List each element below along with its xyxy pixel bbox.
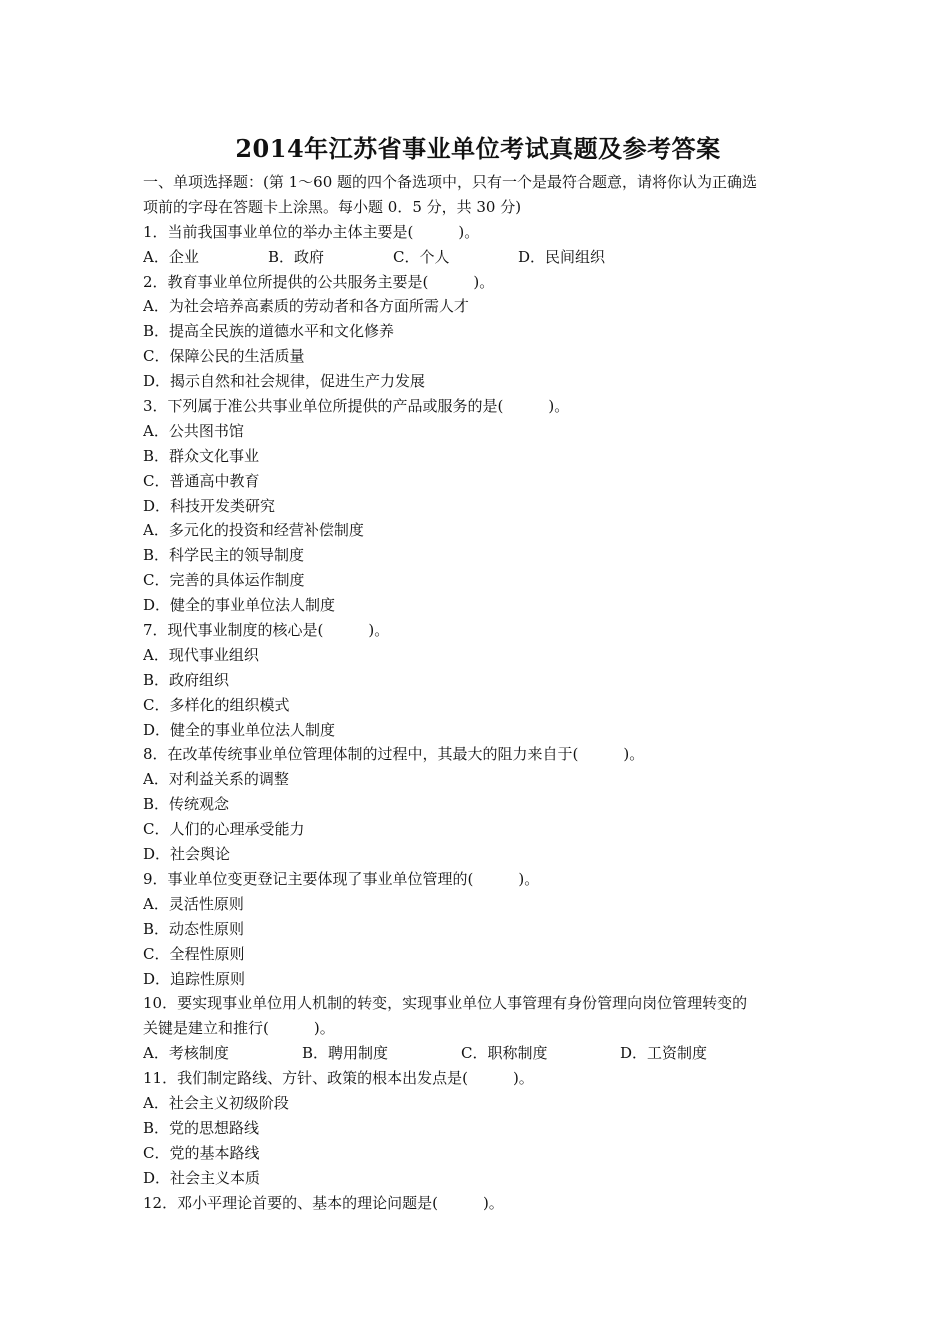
option-d: D．健全的事业单位法人制度 — [143, 720, 336, 739]
question-stem: 1．当前我国事业单位的举办主体主要是( )。 — [143, 222, 480, 241]
option-d: D．揭示自然和社会规律，促进生产力发展 — [143, 372, 426, 391]
option-row — [143, 245, 813, 270]
option-b: B．政府 — [268, 247, 325, 266]
intro-line: 项前的字母在答题卡上涂黑。每小题 0．5 分，共 30 分) — [143, 197, 522, 216]
question-10 — [143, 991, 813, 1066]
section-intro — [143, 170, 813, 220]
option-c: C．多样化的组织模式 — [143, 695, 290, 714]
option-d: D．追踪性原则 — [143, 969, 246, 988]
question-stem: 12．邓小平理论首要的、基本的理论问题是( )。 — [143, 1193, 504, 1212]
option-b: B．聘用制度 — [302, 1044, 389, 1063]
option-c: C．保障公民的生活质量 — [143, 347, 305, 366]
question-stem: 11．我们制定路线、方针、政策的根本出发点是( )。 — [143, 1069, 534, 1088]
option-b: B．科学民主的领导制度 — [143, 546, 305, 565]
question-3 — [143, 394, 813, 518]
option-c: C．全程性原则 — [143, 944, 245, 963]
option-c: C．职称制度 — [461, 1044, 548, 1063]
option-c: C．完善的具体运作制度 — [143, 571, 305, 590]
option-d: D．社会主义本质 — [143, 1168, 261, 1187]
option-c: C．人们的心理承受能力 — [143, 820, 305, 839]
document-page — [143, 132, 813, 1215]
intro-line: 一、单项选择题：(第 1～60 题的四个备选项中，只有一个是最符合题意，请将你认为正确选 — [143, 173, 758, 191]
question-stem: 7．现代事业制度的核心是( )。 — [143, 621, 390, 640]
option-c: C．党的基本路线 — [143, 1143, 260, 1162]
question-stem: 3．下列属于准公共事业单位所提供的产品或服务的是( )。 — [143, 397, 570, 416]
option-c: C．个人 — [393, 247, 450, 266]
option-a: A．企业 — [143, 247, 199, 266]
option-a: A．灵活性原则 — [143, 894, 244, 913]
unnumbered-options — [143, 518, 813, 618]
question-stem: 8．在改革传统事业单位管理体制的过程中，其最大的阻力来自于( )。 — [143, 745, 645, 764]
option-a: A．为社会培养高素质的劳动者和各方面所需人才 — [143, 297, 469, 316]
option-a: A．对利益关系的调整 — [143, 770, 289, 789]
option-b: B．政府组织 — [143, 670, 230, 689]
question-2 — [143, 270, 813, 394]
option-d: D．健全的事业单位法人制度 — [143, 596, 336, 615]
question-stem: 10．要实现事业单位用人机制的转变，实现事业单位人事管理有身份管理向岗位管理转变的 — [143, 994, 748, 1013]
option-d: D．民间组织 — [518, 247, 606, 266]
option-a: A．公共图书馆 — [143, 421, 244, 440]
question-12 — [143, 1191, 813, 1216]
option-a: A．现代事业组织 — [143, 645, 259, 664]
option-d: D．科技开发类研究 — [143, 496, 276, 515]
option-d: D．工资制度 — [620, 1044, 708, 1063]
option-b: B．群众文化事业 — [143, 446, 260, 465]
option-a: A．考核制度 — [143, 1044, 229, 1063]
question-1 — [143, 220, 813, 270]
option-b: B．党的思想路线 — [143, 1118, 260, 1137]
option-row — [143, 1041, 813, 1066]
document-title: 2014年江苏省事业单位考试真题及参考答案 — [235, 134, 721, 163]
option-a: A．多元化的投资和经营补偿制度 — [143, 521, 364, 540]
option-b: B．动态性原则 — [143, 919, 245, 938]
question-11 — [143, 1066, 813, 1190]
question-8 — [143, 742, 813, 866]
option-a: A．社会主义初级阶段 — [143, 1093, 289, 1112]
question-stem-continued: 关键是建立和推行( )。 — [143, 1019, 335, 1038]
option-b: B．提高全民族的道德水平和文化修养 — [143, 322, 395, 341]
option-c: C．普通高中教育 — [143, 471, 260, 490]
question-stem: 2．教育事业单位所提供的公共服务主要是( )。 — [143, 272, 495, 291]
option-b: B．传统观念 — [143, 795, 230, 814]
question-stem: 9．事业单位变更登记主要体现了事业单位管理的( )。 — [143, 869, 540, 888]
question-9 — [143, 867, 813, 991]
option-d: D．社会舆论 — [143, 845, 231, 864]
question-7 — [143, 618, 813, 742]
